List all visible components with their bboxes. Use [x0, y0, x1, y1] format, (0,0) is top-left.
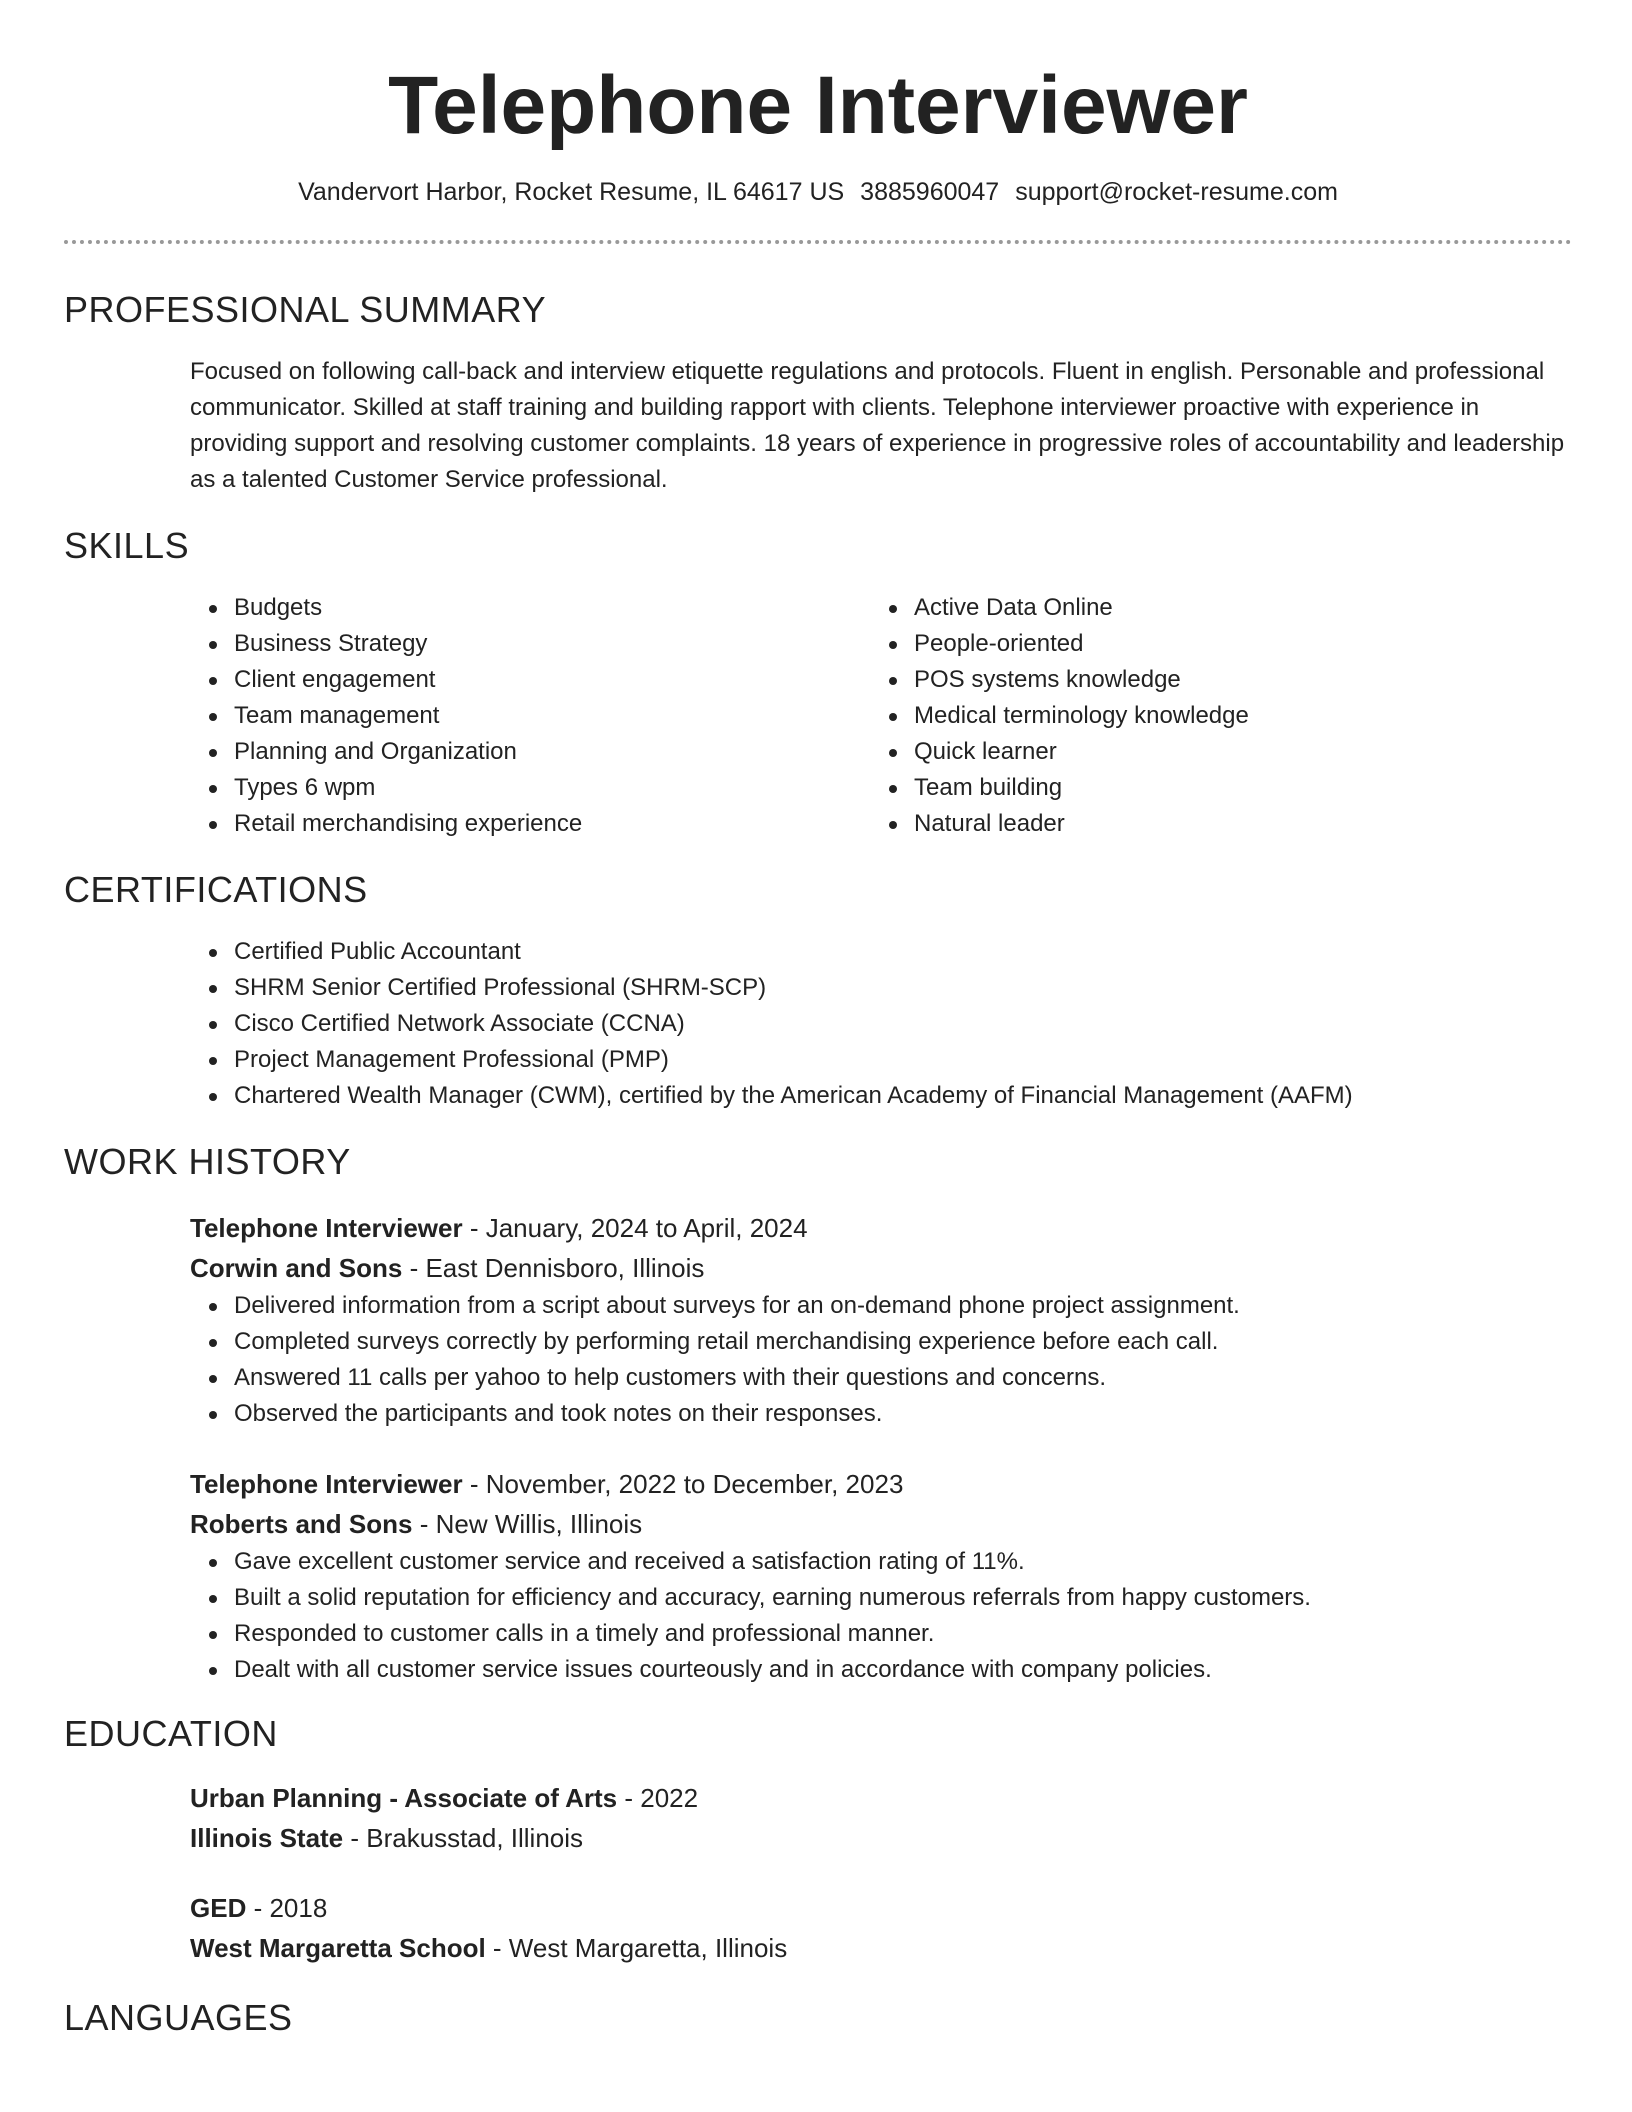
certification-item: Cisco Certified Network Associate (CCNA) [190, 1006, 1572, 1042]
certification-item: Chartered Wealth Manager (CWM), certified by the American Academy of Financial Management (AAFM) [190, 1078, 1572, 1114]
languages-heading: LANGUAGES [64, 1997, 293, 2038]
summary-section [64, 288, 1572, 498]
job-bullet: Responded to customer calls in a timely and professional manner. [190, 1616, 1572, 1652]
job-company-line [190, 1504, 1572, 1544]
resume-header [64, 58, 1572, 244]
skill-item: Planning and Organization [190, 734, 870, 770]
contact-phone: 3885960047 [860, 178, 1000, 206]
skill-item: Active Data Online [870, 590, 1550, 626]
skill-item: Client engagement [190, 662, 870, 698]
job-title: Telephone Interviewer [190, 1213, 463, 1243]
skill-item: Quick learner [870, 734, 1550, 770]
job-title-line [190, 1464, 1572, 1504]
languages-section [64, 1996, 1572, 2040]
skills-column-right [870, 590, 1550, 842]
job-bullet: Dealt with all customer service issues courteously and in accordance with company policies. [190, 1652, 1572, 1688]
degree-line [190, 1778, 1572, 1818]
job-dates: - January, 2024 to April, 2024 [462, 1213, 808, 1243]
skills-grid [190, 590, 1572, 842]
education-entry [190, 1888, 1572, 1968]
degree-year: - 2018 [246, 1893, 328, 1923]
job-entry [190, 1464, 1572, 1688]
job-bullet: Delivered information from a script about surveys for an on-demand phone project assignment. [190, 1288, 1572, 1324]
contact-line [64, 176, 1572, 208]
degree-name: GED [190, 1893, 247, 1923]
job-bullet: Completed surveys correctly by performing retail merchandising experience before each call. [190, 1324, 1572, 1360]
degree-year: - 2022 [617, 1783, 699, 1813]
skill-item: Team building [870, 770, 1550, 806]
job-location: - New Willis, Illinois [412, 1509, 643, 1539]
skill-item: Natural leader [870, 806, 1550, 842]
job-entry [190, 1208, 1572, 1432]
job-bullet: Observed the participants and took notes on their responses. [190, 1396, 1572, 1432]
certification-item: SHRM Senior Certified Professional (SHRM-SCP) [190, 970, 1572, 1006]
job-company: Corwin and Sons [190, 1253, 403, 1283]
degree-line [190, 1888, 1572, 1928]
job-company-line [190, 1248, 1572, 1288]
education-entry [190, 1778, 1572, 1858]
resume-page [64, 0, 1572, 2040]
summary-text: Focused on following call-back and interview etiquette regulations and protocols. Fluent in english. Personable and professional communicator. Skilled at staff training and building rapport with clients. Telephone interviewer proactive with experience in providing support and resolving customer complaints. 18 years of experience in progressive roles of accountability and leadership as a talented Customer Service professional. [190, 358, 1565, 493]
skill-item: Medical terminology knowledge [870, 698, 1550, 734]
school-line [190, 1928, 1572, 1968]
work-history-heading: WORK HISTORY [64, 1141, 351, 1182]
skill-item: POS systems knowledge [870, 662, 1550, 698]
contact-email: support@rocket-resume.com [1015, 178, 1338, 206]
certification-item: Certified Public Accountant [190, 934, 1572, 970]
job-company: Roberts and Sons [190, 1509, 413, 1539]
job-dates: - November, 2022 to December, 2023 [462, 1469, 904, 1499]
skills-section [64, 524, 1572, 842]
school-line [190, 1818, 1572, 1858]
job-title-line [190, 1208, 1572, 1248]
school-name: Illinois State [190, 1823, 344, 1853]
education-heading: EDUCATION [64, 1713, 278, 1754]
education-section [64, 1712, 1572, 1968]
skill-item: Retail merchandising experience [190, 806, 870, 842]
job-title: Telephone Interviewer [190, 1469, 463, 1499]
contact-address: Vandervort Harbor, Rocket Resume, IL 64617 US [298, 178, 845, 206]
school-location: - Brakusstad, Illinois [343, 1823, 584, 1853]
header-divider [64, 240, 1572, 244]
skill-item: Types 6 wpm [190, 770, 870, 806]
skills-column-left [190, 590, 870, 842]
job-bullet: Built a solid reputation for efficiency and accuracy, earning numerous referrals from happy customers. [190, 1580, 1572, 1616]
degree-name: Urban Planning - Associate of Arts [190, 1783, 618, 1813]
summary-body [190, 354, 1572, 498]
job-bullet: Answered 11 calls per yahoo to help customers with their questions and concerns. [190, 1360, 1572, 1396]
skill-item: Team management [190, 698, 870, 734]
summary-heading: PROFESSIONAL SUMMARY [64, 289, 547, 330]
job-bullet: Gave excellent customer service and received a satisfaction rating of 11%. [190, 1544, 1572, 1580]
job-location: - East Dennisboro, Illinois [402, 1253, 705, 1283]
school-name: West Margaretta School [190, 1933, 486, 1963]
certifications-heading: CERTIFICATIONS [64, 869, 368, 910]
certifications-section [64, 868, 1572, 1114]
work-history-section [64, 1140, 1572, 1688]
candidate-name: Telephone Interviewer [388, 60, 1248, 151]
school-location: - West Margaretta, Illinois [485, 1933, 788, 1963]
certification-item: Project Management Professional (PMP) [190, 1042, 1572, 1078]
skill-item: People-oriented [870, 626, 1550, 662]
certifications-body [190, 934, 1572, 1114]
skills-heading: SKILLS [64, 525, 190, 566]
skill-item: Budgets [190, 590, 870, 626]
skill-item: Business Strategy [190, 626, 870, 662]
